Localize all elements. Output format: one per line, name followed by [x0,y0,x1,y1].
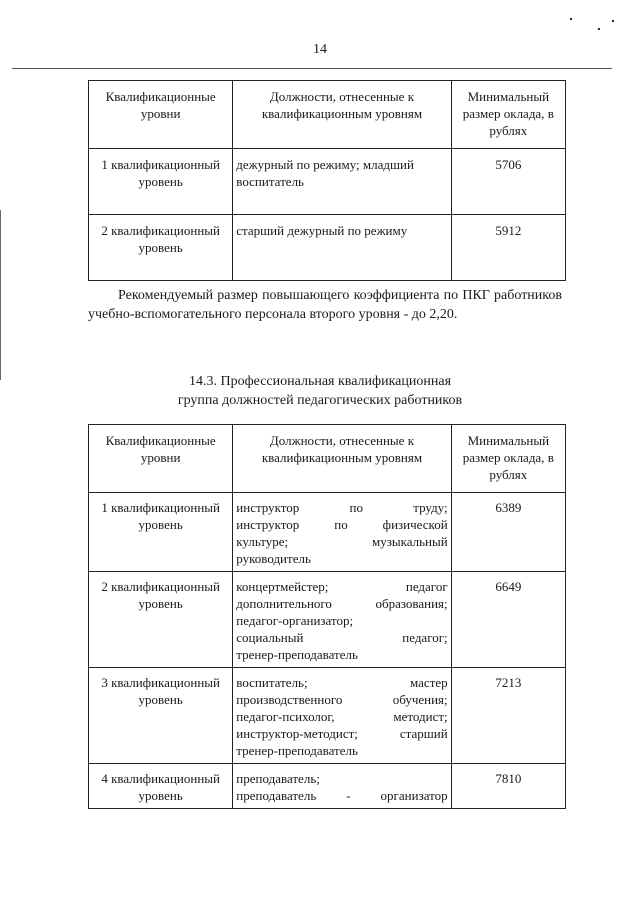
column-header-salary: Минимальный размер оклада, в рублях [451,81,565,149]
section-title-line-1: 14.3. Профессиональная квалификационная [188,374,452,389]
salary-cell: 7213 [451,668,565,764]
table-row [89,668,566,764]
level-cell: 1 квалификационный уровень [89,493,233,572]
table-row [89,764,566,809]
position-line: инструктор-методист; старший [236,726,448,741]
position-line: педагог-организатор; [236,613,354,628]
table-row [89,215,566,281]
scan-speck [598,28,600,30]
position-line: производственного обучения; [236,692,448,707]
salary-cell: 5706 [451,149,565,215]
coefficient-note-text: Рекомендуемый размер повышающего коэффициента по ПКГ работников учебно-вспомогательного персонала второго уровня - до 2,20. [88,288,562,322]
level-cell: 1 квалификационный уровень [89,149,233,215]
position-line: воспитатель; мастер [236,675,448,690]
position-line: руководитель [236,551,311,566]
table-row [89,493,566,572]
position-line: инструктор по физической [236,517,448,532]
column-header-positions: Должности, отнесенные к квалификационным уровням [233,425,451,493]
page-number: 14 [313,42,327,57]
position-line: дополнительного образования; [236,596,448,611]
salary-table-support-staff [88,80,566,281]
salary-cell: 7810 [451,764,565,809]
level-cell: 2 квалификационный уровень [89,572,233,668]
positions-cell: дежурный по режиму; младший воспитатель [233,149,451,215]
salary-table-teaching-staff [88,424,566,809]
scan-speck [570,18,572,20]
level-cell: 4 квалификационный уровень [89,764,233,809]
header-rule [12,68,612,69]
table-header-row [89,81,566,149]
salary-cell: 6389 [451,493,565,572]
position-line: преподаватель; [236,771,320,786]
section-title [0,372,640,410]
position-line: культуре; музыкальный [236,534,448,549]
position-line: тренер-преподаватель [236,647,358,662]
scan-margin-mark [0,210,1,380]
table-row [89,572,566,668]
column-header-positions: Должности, отнесенные к квалификационным уровням [233,81,451,149]
level-cell: 3 квалификационный уровень [89,668,233,764]
column-header-levels: Квалификационные уровни [89,425,233,493]
salary-cell: 6649 [451,572,565,668]
column-header-levels: Квалификационные уровни [89,81,233,149]
positions-cell [233,572,451,668]
table-header-row [89,425,566,493]
table-row [89,149,566,215]
section-title-line-2: группа должностей педагогических работников [177,393,463,408]
level-cell: 2 квалификационный уровень [89,215,233,281]
salary-cell: 5912 [451,215,565,281]
positions-cell [233,764,451,809]
position-line: социальный педагог; [236,630,448,645]
positions-cell [233,668,451,764]
position-line: инструктор по труду; [236,500,448,515]
coefficient-note [88,286,562,324]
positions-cell: старший дежурный по режиму [233,215,451,281]
position-line: тренер-преподаватель [236,743,358,758]
positions-cell [233,493,451,572]
position-line: преподаватель - организатор [236,788,448,803]
scan-speck [612,20,614,22]
position-line: педагог-психолог, методист; [236,709,448,724]
position-line: концертмейстер; педагог [236,579,448,594]
column-header-salary: Минимальный размер оклада, в рублях [451,425,565,493]
